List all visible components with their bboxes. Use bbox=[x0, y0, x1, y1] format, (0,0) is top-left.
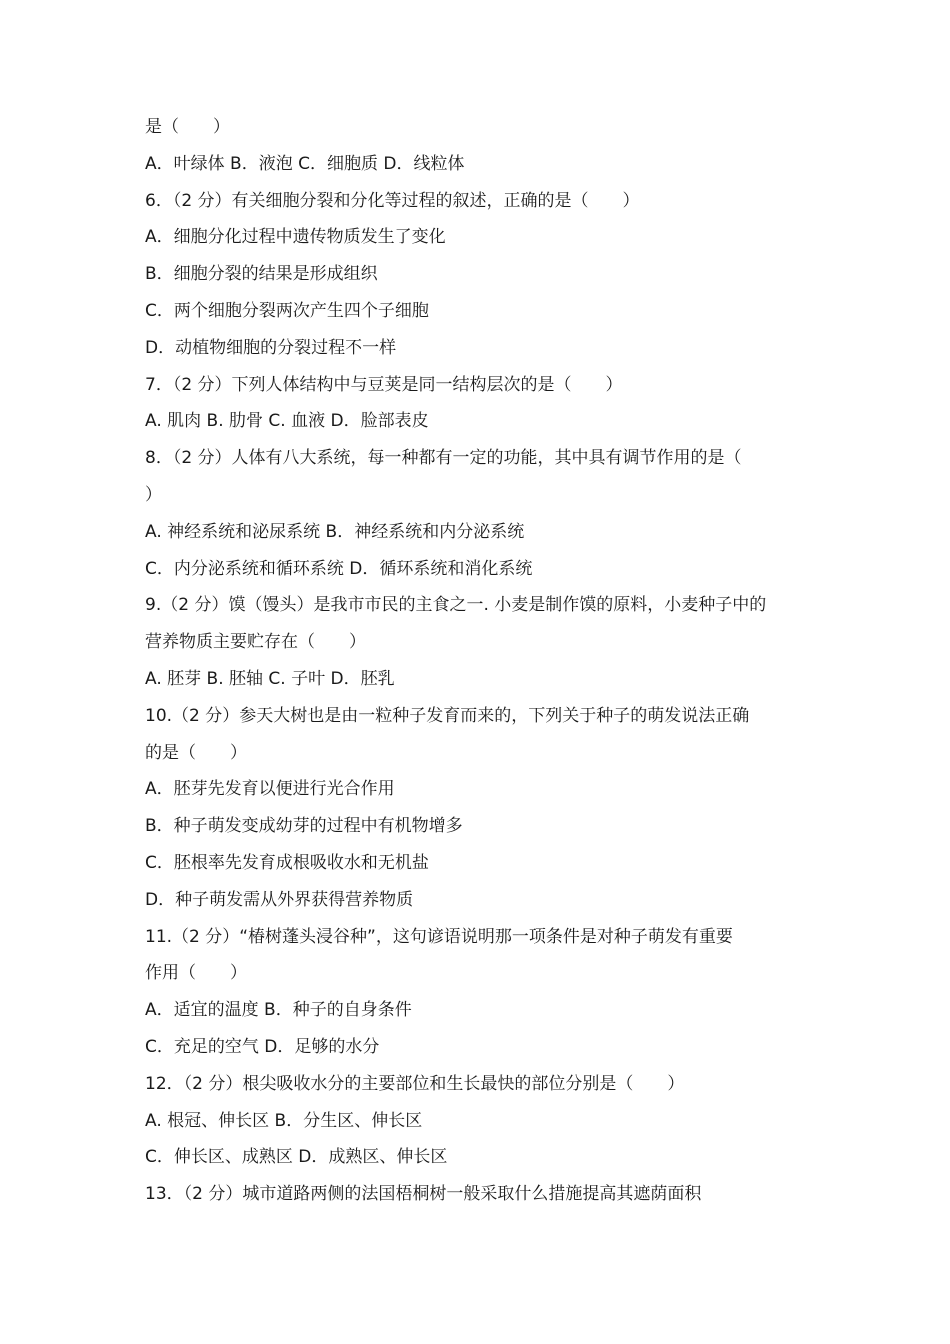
question-11: 11.（2 分）“椿树蓬头浸谷种”，这句谚语说明那一项条件是对种子萌发有重要 bbox=[145, 926, 733, 947]
option-c: C．胚根率先发育成根吸收水和无机盐 bbox=[145, 852, 429, 873]
question-8: 8．（2 分）人体有八大系统，每一种都有一定的功能，其中具有调节作用的是（ bbox=[145, 448, 742, 469]
answer-options: C．伸长区、成熟区 D．成熟区、伸长区 bbox=[145, 1147, 448, 1168]
option-a: A．细胞分化过程中遗传物质发生了变化 bbox=[145, 227, 446, 248]
answer-options: A. 胚芽 B. 胚轴 C. 子叶 D．胚乳 bbox=[145, 668, 395, 689]
answer-options: C．内分泌系统和循环系统 D．循环系统和消化系统 bbox=[145, 558, 533, 579]
answer-options: C．充足的空气 D．足够的水分 bbox=[145, 1036, 380, 1057]
answer-options: A. 神经系统和泌尿系统 B．神经系统和内分泌系统 bbox=[145, 521, 525, 542]
answer-options: A. 肌肉 B. 肋骨 C. 血液 D．脸部表皮 bbox=[145, 411, 429, 432]
question-7: 7．（2 分）下列人体结构中与豆荚是同一结构层次的是（ ） bbox=[145, 374, 623, 395]
question-10: 10.（2 分）参天大树也是由一粒种子发育而来的，下列关于种子的萌发说法正确 bbox=[145, 705, 750, 726]
question-10-continued: 的是（ ） bbox=[145, 742, 247, 763]
option-d: D．种子萌发需从外界获得营养物质 bbox=[145, 889, 414, 910]
question-9: 9.（2 分）馍（馒头）是我市市民的主食之一. 小麦是制作馍的原料，小麦种子中的 bbox=[145, 595, 767, 616]
question-12: 12．（2 分）根尖吸收水分的主要部位和生长最快的部位分别是（ ） bbox=[145, 1073, 685, 1094]
question-6: 6．（2 分）有关细胞分裂和分化等过程的叙述，正确的是（ ） bbox=[145, 190, 640, 211]
option-b: B．细胞分裂的结果是形成组织 bbox=[145, 264, 378, 285]
answer-options: A. 根冠、伸长区 B．分生区、伸长区 bbox=[145, 1110, 423, 1131]
option-d: D．动植物细胞的分裂过程不一样 bbox=[145, 337, 397, 358]
question-8-continued: ） bbox=[145, 484, 162, 505]
question-11-continued: 作用（ ） bbox=[145, 963, 247, 984]
text-line: 是（ ） bbox=[145, 117, 230, 137]
answer-options: A．适宜的温度 B．种子的自身条件 bbox=[145, 1000, 412, 1021]
option-c: C．两个细胞分裂两次产生四个子细胞 bbox=[145, 300, 429, 321]
question-9-continued: 营养物质主要贮存在（ ） bbox=[145, 632, 366, 653]
answer-options: A．叶绿体 B．液泡 C．细胞质 D．线粒体 bbox=[145, 153, 465, 174]
question-text bbox=[145, 109, 810, 1213]
option-a: A．胚芽先发育以便进行光合作用 bbox=[145, 779, 395, 800]
question-13: 13．（2 分）城市道路两侧的法国梧桐树一般采取什么措施提高其遮荫面积 bbox=[145, 1184, 702, 1205]
option-b: B．种子萌发变成幼芽的过程中有机物增多 bbox=[145, 816, 463, 837]
